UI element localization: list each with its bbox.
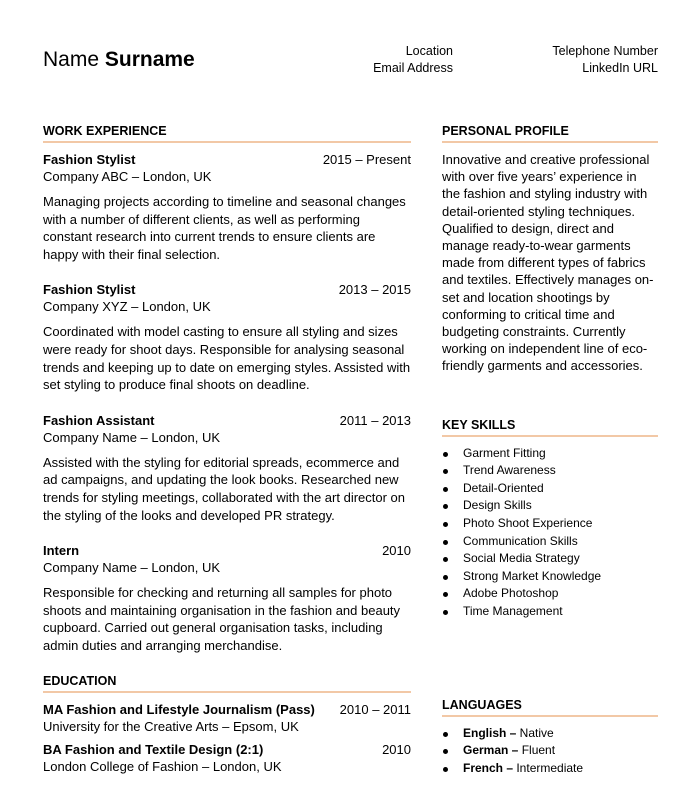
job-title: Intern (43, 543, 80, 559)
skill-item: Strong Market Knowledge (442, 568, 658, 586)
job-dates: 2011 – 2013 (339, 412, 411, 428)
education-degree: MA Fashion and Lifestyle Journalism (Pass) (43, 701, 315, 717)
job-company: Company Name – London, UK (43, 560, 221, 576)
job-title: Fashion Stylist (43, 152, 136, 167)
education-degree: BA Fashion and Textile Design (2:1) (43, 741, 264, 757)
work-experience-title: WORK EXPERIENCE (43, 123, 411, 143)
language-level: Intermediate (513, 760, 584, 775)
language-level: Fluent (518, 743, 556, 758)
language-item (442, 760, 658, 778)
job-dates: 2013 – 2015 (338, 282, 411, 298)
language-item (442, 725, 658, 743)
language-item (442, 742, 658, 760)
skill-item: Adobe Photoshop (442, 585, 658, 603)
skill-item: Communication Skills (442, 533, 658, 551)
first-name: Name (43, 48, 100, 71)
job-company: Company ABC – London, UK (43, 169, 212, 184)
education-school: University for the Creative Arts – Epsom, UK (43, 718, 299, 734)
language-name: English – (463, 725, 517, 740)
personal-profile-title: PERSONAL PROFILE (442, 123, 658, 143)
skill-item: Time Management (442, 603, 658, 621)
email-address: Email Address (373, 60, 453, 75)
candidate-name (43, 48, 195, 72)
job-entry (43, 412, 411, 524)
contact-phone-linkedin (552, 43, 658, 76)
location: Location (405, 44, 453, 58)
right-column (442, 123, 658, 777)
key-skills-title: KEY SKILLS (442, 417, 658, 437)
job-title: Fashion Assistant (43, 412, 155, 428)
language-name: German – (463, 743, 519, 758)
job-dates: 2015 – Present (322, 152, 411, 167)
job-title: Fashion Stylist (43, 282, 136, 298)
job-entry (43, 151, 411, 263)
education-entry (43, 741, 411, 775)
skill-item: Design Skills (442, 497, 658, 515)
job-dates: 2010 (382, 543, 411, 559)
education-dates: 2010 (382, 741, 411, 757)
language-name: French – (463, 760, 514, 775)
telephone-number: Telephone Number (552, 44, 658, 58)
job-company: Company Name – London, UK (43, 429, 221, 445)
linkedin-url: LinkedIn URL (582, 60, 658, 75)
last-name: Surname (104, 48, 195, 71)
language-level: Native (516, 725, 554, 740)
key-skills-list (442, 445, 658, 621)
education-entry (43, 701, 411, 735)
job-entry (43, 542, 411, 654)
skill-item: Photo Shoot Experience (442, 515, 658, 533)
skill-item: Trend Awareness (442, 462, 658, 480)
job-description: Managing projects according to timeline and seasonal changes with a number of different clients, as well as performing constant research into current trends to ensure clients are happy with their final selection. (43, 194, 406, 262)
skill-item: Garment Fitting (442, 445, 658, 463)
job-description: Responsible for checking and returning all samples for photo shoots and maintaining organisation in the fashion and beauty cupboard. Carried out general organisation tasks, including admin duties and arranging merchandise. (43, 585, 401, 653)
contact-location-email (373, 43, 453, 76)
skill-item: Social Media Strategy (442, 550, 658, 568)
languages-list (442, 725, 658, 778)
languages-title: LANGUAGES (442, 697, 658, 717)
job-description: Assisted with the styling for editorial spreads, ecommerce and ad campaigns, and updating the look books. Researched new trends for styling meetings, collaborated with the art director on the styling of the looks and developed PR strategy. (43, 454, 406, 523)
job-company: Company XYZ – London, UK (43, 299, 211, 315)
education-school: London College of Fashion – London, UK (43, 758, 282, 774)
education-dates: 2010 – 2011 (339, 701, 411, 717)
skill-item: Detail-Oriented (442, 480, 658, 498)
left-column (43, 123, 411, 781)
personal-profile-text: Innovative and creative professional with over five years’ experience in the fashion and styling industry with detail-oriented styling techniques. Qualified to design, direct and manage ready-to-wear garments made from different types of fabrics and textiles. Effectively manages on-set and location shootings by conforming to critical time and budgeting constraints. Currently working on independent line of eco-friendly garments and accessories. (442, 152, 654, 374)
job-description: Coordinated with model casting to ensure all styling and sizes were ready for shoot days. Responsible for analysing seasonal trends and keeping up to date on emerging styles. Assisted with set styling to produce final shoots on deadline. (43, 324, 411, 393)
education-title: EDUCATION (43, 673, 411, 693)
job-entry (43, 281, 411, 393)
